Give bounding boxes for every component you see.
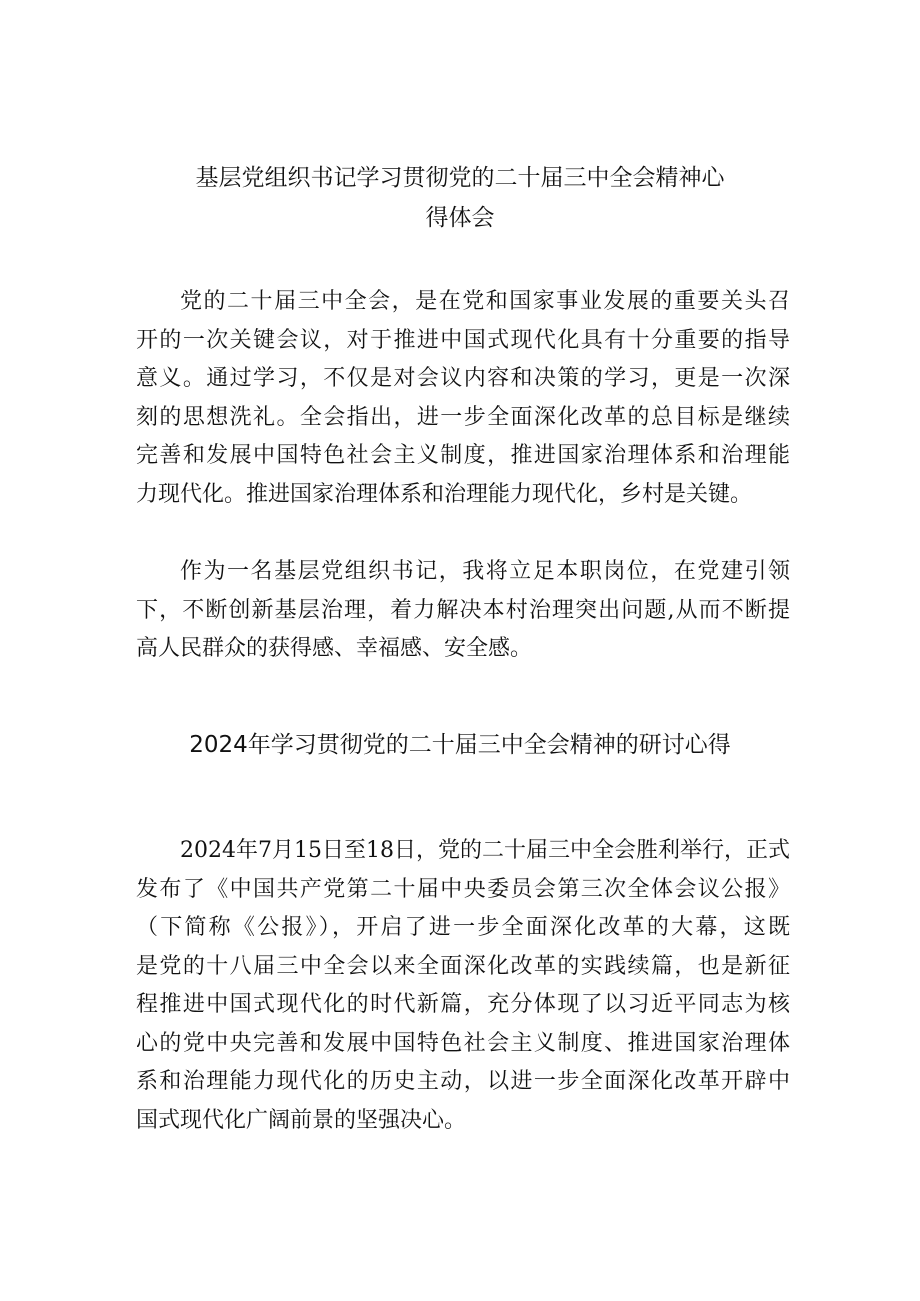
paragraph-3: [136, 832, 790, 1140]
paragraph-line: 发布了《中国共产党第二十届中央委员会第三次全体会议公报》: [136, 876, 790, 902]
paragraph-line: 开的一次关键会议，对于推进中国式现代化具有十分重要的指导: [136, 327, 790, 353]
paragraph-line: 刻的思想洗礼。全会指出，进一步全面深化改革的总目标是继续: [136, 404, 790, 430]
section-title: 2024年学习贯彻党的二十届三中全会精神的研讨心得: [189, 732, 731, 758]
paragraph-line: 高人民群众的获得感、幸福感、安全感。: [136, 636, 533, 661]
paragraph-line: 2024年7月15日至18日，党的二十届三中全会胜利举行，正式: [180, 838, 790, 863]
paragraph-line: 意义。通过学习，不仅是对会议内容和决策的学习，更是一次深: [136, 366, 790, 391]
paragraph-line: 心的党中央完善和发展中国特色社会主义制度、推进国家治理体: [136, 1030, 790, 1056]
paragraph-line: （下简称《公报》），开启了进一步全面深化改革的大幕，这既: [136, 915, 790, 940]
document-title: [60, 158, 860, 238]
paragraph-line: 作为一名基层党组织书记，我将立足本职岗位，在党建引领: [180, 559, 790, 584]
paragraph-1: [136, 283, 790, 514]
paragraph-line: 是党的十八届三中全会以来全面深化改革的实践续篇，也是新征: [136, 953, 790, 979]
paragraph-line: 党的二十届三中全会，是在党和国家事业发展的重要关头召: [180, 289, 790, 314]
paragraph-line: 完善和发展中国特色社会主义制度，推进国家治理体系和治理能: [136, 443, 790, 468]
paragraph-line: 力现代化。推进国家治理体系和治理能力现代化，乡村是关键。: [136, 481, 753, 507]
paragraph-line: 程推进中国式现代化的时代新篇，充分体现了以习近平同志为核: [136, 992, 790, 1017]
paragraph-2: [136, 553, 790, 669]
document-title-line-2: 得体会: [425, 205, 495, 231]
document-title-line-1: 基层党组织书记学习贯彻党的二十届三中全会精神心: [195, 165, 725, 191]
paragraph-line: 国式现代化广阔前景的坚强决心。: [136, 1107, 467, 1133]
paragraph-line: 系和治理能力现代化的历史主动，以进一步全面深化改革开辟中: [136, 1069, 790, 1094]
paragraph-line: 下，不断创新基层治理，着力解决本村治理突出问题,从而不断提: [136, 597, 790, 623]
